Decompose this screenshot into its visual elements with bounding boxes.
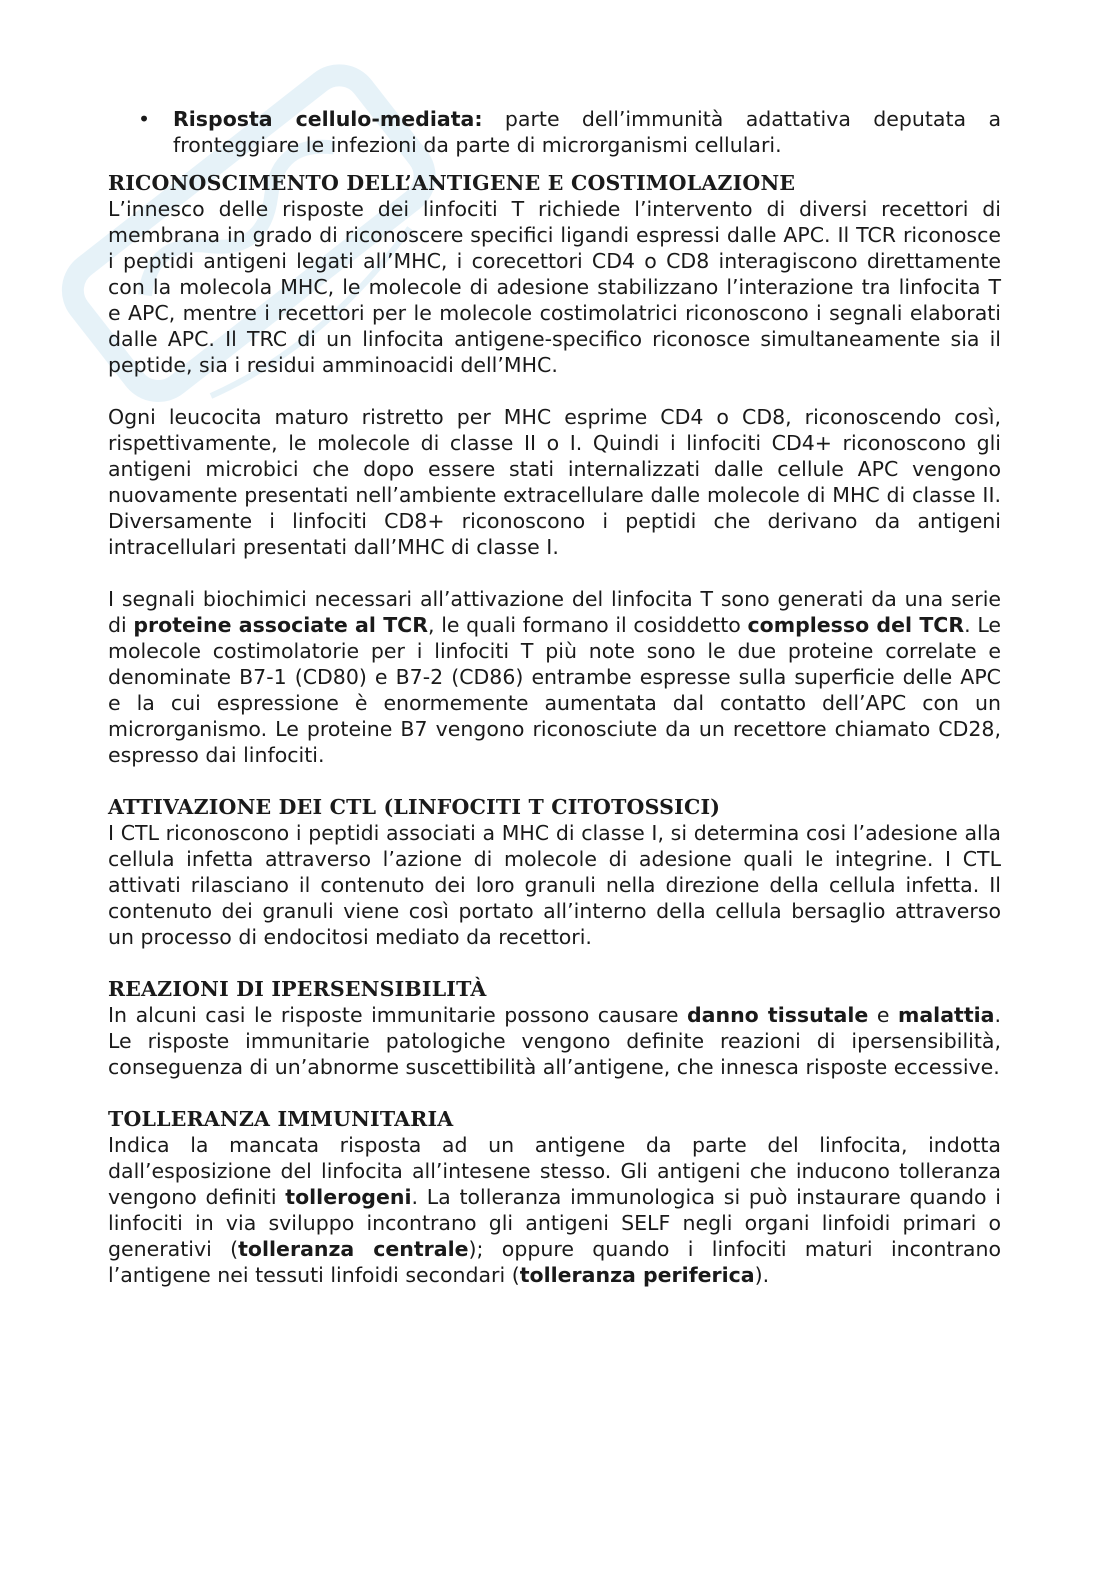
text-run: Indica la mancata risposta ad un antigene da parte del linfocita, indotta dall’esposizione del linfocita all’intesene stesso. Gli antigeni che inducono tolleranza vengono definiti <box>108 1133 1001 1209</box>
bold-term: proteine associate al TCR <box>133 613 429 637</box>
paragraph: L’innesco delle risposte dei linfociti T richiede l’intervento di diversi recettori di membrana in grado di riconoscere specifici ligandi espressi dalle APC. Il TCR riconosce i peptidi antigeni legati all’MHC, i corecettori CD4 o CD8 interagiscono direttamente con la molecola MHC, le molecole di adesione stabilizzano l’interazione tra linfocita T e APC, mentre i recettori per le molecole costimolatrici riconoscono i segnali elaborati dalle APC. Il TRC di un linfocita antigene-specifico riconosce simultaneamente sia il peptide, sia i residui amminoacidi dell’MHC. <box>108 197 1001 377</box>
section-heading: TOLLERANZA IMMUNITARIA <box>108 1107 454 1131</box>
bold-term: tollerogeni <box>285 1185 412 1209</box>
text-run: ); oppure quando i linfociti maturi incontrano l’antigene nei tessuti linfoidi secondari ( <box>108 1237 1001 1287</box>
bold-term: tolleranza periferica <box>519 1263 755 1287</box>
section-tolleranza <box>108 1106 1001 1288</box>
section-heading: ATTIVAZIONE DEI CTL (LINFOCITI T CITOTOSSICI) <box>108 795 721 819</box>
section-heading: RICONOSCIMENTO DELL’ANTIGENE E COSTIMOLAZIONE <box>108 171 796 195</box>
text-run: . Le molecole costimolatorie per i linfociti T più note sono le due proteine correlate e denominate B7-1 (CD80) e B7-2 (CD86) entrambe espresse sulla superficie delle APC e la cui espressione è enormemente aumentata dal contatto dell’APC con un microrganismo. Le proteine B7 vengono riconosciute da un recettore chiamato CD28, espresso dai linfociti. <box>108 613 1001 767</box>
text-run: . Le risposte immunitarie patologiche vengono definite reazioni di ipersensibilità, conseguenza di un’abnorme suscettibilità all’antigene, che innesca risposte eccessive. <box>108 1003 1002 1079</box>
text-run: , le quali formano il cosiddetto <box>428 613 748 637</box>
bold-term: danno tissutale <box>686 1003 869 1027</box>
bold-term: malattia <box>897 1003 995 1027</box>
text-run: ). <box>754 1263 770 1287</box>
section-riconoscimento <box>108 170 1001 768</box>
section-heading: REAZIONI DI IPERSENSIBILITÀ <box>108 977 487 1001</box>
text-run: I segnali biochimici necessari all’attivazione del linfocita T sono generati da una serie di <box>108 587 1001 637</box>
document-page <box>108 106 1001 1288</box>
bullet-text: parte dell’immunità adattativa deputata a fronteggiare le infezioni da parte di microrganismi cellulari. <box>173 107 1002 157</box>
section-ipersensibilita <box>108 976 1001 1080</box>
text-run: . La tolleranza immunologica si può instaurare quando i linfociti in via sviluppo incontrano gli antigeni SELF negli organi linfoidi primari o generativi ( <box>108 1185 1001 1261</box>
list-item <box>108 106 1001 158</box>
bullet-icon: • <box>138 107 151 131</box>
bold-term: complesso del TCR <box>747 613 965 637</box>
paragraph: I CTL riconoscono i peptidi associati a MHC di classe I, si determina cosi l’adesione alla cellula infetta attraverso l’azione di molecole di adesione quali le integrine. I CTL attivati rilasciano il contenuto dei loro granuli nella direzione della cellula infetta. Il contenuto dei granuli viene così portato all’interno della cellula bersaglio attraverso un processo di endocitosi mediato da recettori. <box>108 821 1001 949</box>
section-attivazione-ctl <box>108 794 1001 950</box>
bullet-term: Risposta cellulo-mediata: <box>173 107 483 131</box>
text-run: e <box>868 1003 898 1027</box>
paragraph <box>108 1002 1001 1080</box>
bullet-list <box>108 106 1001 158</box>
text-run: In alcuni casi le risposte immunitarie possono causare <box>108 1003 687 1027</box>
paragraph <box>108 1132 1001 1288</box>
paragraph: Ogni leucocita maturo ristretto per MHC esprime CD4 o CD8, riconoscendo così, rispettivamente, le molecole di classe II o I. Quindi i linfociti CD4+ riconoscono gli antigeni microbici che dopo essere stati internalizzati dalle cellule APC vengono nuovamente presentati nell’ambiente extracellulare dalle molecole di MHC di classe II. Diversamente i linfociti CD8+ riconoscono i peptidi che derivano da antigeni intracellulari presentati dall’MHC di classe I. <box>108 405 1001 559</box>
paragraph <box>108 586 1001 768</box>
bold-term: tolleranza centrale <box>238 1237 469 1261</box>
